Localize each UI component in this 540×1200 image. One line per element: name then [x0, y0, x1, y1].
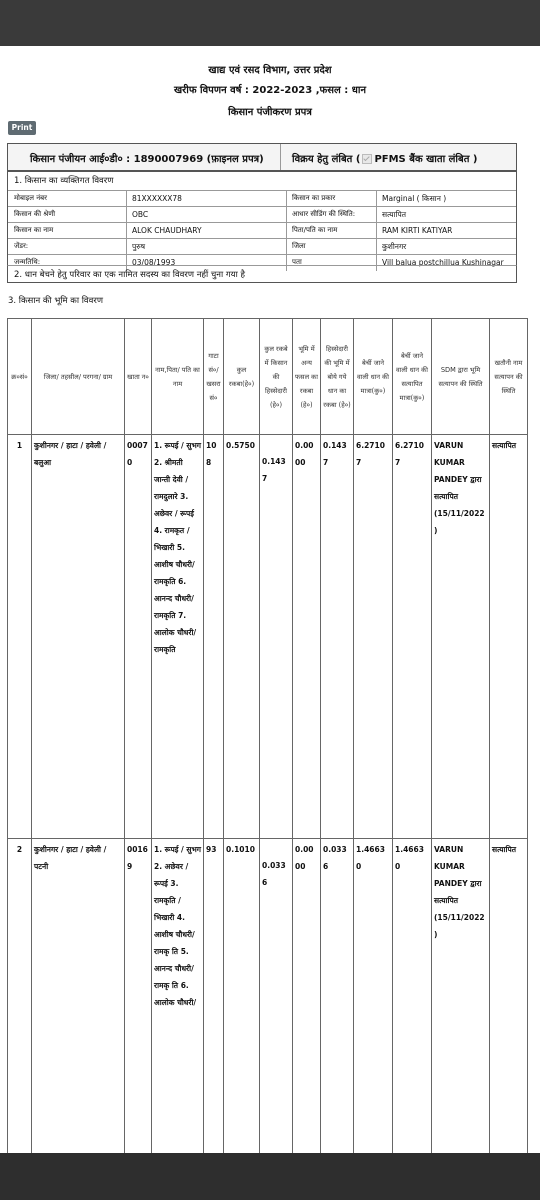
cell-total-area: 0.5750: [224, 435, 260, 839]
cell-other-crop: 0.0000: [293, 435, 321, 839]
cell-location: कुशीनगर / हाटा / हवेली / पटनी: [32, 839, 125, 1154]
detail-value: Vill balua postchillua Kushinagar: [382, 258, 504, 267]
form-title: किसान पंजीकरण प्रपत्र: [228, 107, 312, 118]
personal-detail-row: [8, 238, 516, 254]
table-row: [8, 435, 528, 839]
cell-gata: 108: [204, 435, 224, 839]
column-header: कुल रकबा(हे०): [224, 319, 260, 435]
detail-value: ALOK CHAUDHARY: [132, 226, 202, 235]
column-header: खाता न०: [125, 319, 152, 435]
cell-paddy-area: 0.1437: [321, 435, 354, 839]
detail-value: 81XXXXXX78: [132, 194, 182, 203]
cell-names: 1. रूपई / सुभग 2. अछेवर / रूपई 3. रामकृति / भिखारी 4. आशीष चौधरी/ रामकृ ति 5. आनन्द चौधरी/ रामकृ ति 6. आलोक चौधरी/: [152, 839, 204, 1154]
detail-value: OBC: [132, 210, 149, 219]
column-header: गाटा सं०/ खसरा सं०: [204, 319, 224, 435]
cell-names: 1. रूपई / सुभग 2. श्रीमती जान्ती देवी /रामदुलारे 3. अछेवर / रूपई 4. रामकृत / भिखारी 5. आशीष चौधरी/ रामकृति 6. आनन्द चौधरी/ रामकृति 7. आलोक चौधरी/ रामकृति: [152, 435, 204, 839]
cell-khatauni-status: सत्यापित: [490, 839, 528, 1154]
cell-sno: 1: [8, 435, 32, 839]
cell-other-crop: 0.0000: [293, 839, 321, 1154]
sale-status: [292, 151, 477, 165]
navigation-bar: [0, 1153, 540, 1200]
cell-gata: 93: [204, 839, 224, 1154]
cell-verified-qty: 6.27107: [393, 435, 432, 839]
season-title: खरीफ विपणन वर्ष : 2022-2023 ,फसल : धान: [173, 85, 367, 96]
status-bar: [0, 0, 540, 46]
column-header: हिस्सेदारी की भूमि में बोये गये धान का रकबा (हे०): [321, 319, 354, 435]
column-header: खतौनी नाम सत्यापन की स्थिति: [490, 319, 528, 435]
column-header: जिला/ तहसील/ परगना/ ग्राम: [32, 319, 125, 435]
cell-khata: 00169: [125, 839, 152, 1154]
cell-share: 0.0336: [260, 839, 293, 1154]
department-title: खाद्य एवं रसद विभाग, उत्तर प्रदेश: [208, 65, 332, 76]
detail-label: आधार सीडिंग की स्थिति:: [292, 210, 356, 218]
detail-label: किसान की श्रेणी: [14, 210, 56, 218]
detail-label: किसान का प्रकार: [292, 194, 336, 202]
column-header: नाम,पिता/ पति का नाम: [152, 319, 204, 435]
cell-sdm-status: VARUN KUMAR PANDEY द्वारा सत्यापित (15/11/2022): [432, 839, 490, 1154]
cell-khata: 00070: [125, 435, 152, 839]
column-header: क्र०सं०: [8, 319, 32, 435]
detail-label: जिला: [292, 242, 306, 250]
detail-label: पिता/पति का नाम: [292, 226, 338, 234]
personal-detail-row: [8, 206, 516, 222]
family-member-box: [7, 265, 517, 283]
column-header: भूमि में अन्य फसल का रकबा (हे०): [293, 319, 321, 435]
detail-value: कुशीनगर: [382, 242, 407, 251]
land-details-table: [7, 318, 528, 1153]
registration-id: किसान पंजीयन आई०डी० : 1890007969 (फ़ाइनल प्रपत्र): [30, 154, 264, 165]
pfms-label: PFMS बैंक खाता लंबित ): [374, 154, 478, 165]
cell-share: 0.1437: [260, 435, 293, 839]
section2-title: 2. धान बेचने हेतु परिवार का एक नामित सदस्य का विवरण नहीं चुना गया है: [14, 270, 246, 280]
detail-value: Marginal ( किसान ): [382, 194, 447, 203]
detail-label: पता: [292, 258, 302, 266]
detail-label: जन्मतिथि:: [14, 258, 41, 266]
checkbox-icon[interactable]: [362, 154, 372, 164]
cell-sdm-status: VARUN KUMAR PANDEY द्वारा सत्यापित (15/11/2022): [432, 435, 490, 839]
detail-value: सत्यापित: [382, 210, 407, 219]
detail-value: RAM KIRTI KATIYAR: [382, 226, 453, 235]
registration-box: [7, 143, 517, 171]
cell-paddy-area: 0.0336: [321, 839, 354, 1154]
cell-location: कुशीनगर / हाटा / हवेली / बलुआ: [32, 435, 125, 839]
cell-khatauni-status: सत्यापित: [490, 435, 528, 839]
cell-qty: 6.27107: [354, 435, 393, 839]
detail-label: किसान का नाम: [14, 226, 54, 234]
column-header: बेचीं जाने वाली धान की सत्यापित मात्रा(कु०): [393, 319, 432, 435]
section3-title: 3. किसान की भूमि का विवरण: [8, 296, 104, 306]
table-row: [8, 839, 528, 1154]
detail-label: मोबाइल नंबर: [14, 194, 47, 202]
detail-value: पुरुष: [132, 242, 146, 251]
cell-total-area: 0.1010: [224, 839, 260, 1154]
print-button[interactable]: Print: [8, 121, 36, 135]
cell-qty: 1.46630: [354, 839, 393, 1154]
column-header: बेचीं जाने वाली धान की मात्रा(कु०): [354, 319, 393, 435]
column-header: कुल रकबे में किसान की हिस्सेदारी (हे०): [260, 319, 293, 435]
section1-title: 1. किसान का व्यक्तिगत विवरण: [14, 176, 114, 186]
document-page: [0, 46, 540, 1153]
personal-detail-row: [8, 222, 516, 238]
cell-verified-qty: 1.46630: [393, 839, 432, 1154]
sale-pending-label: विक्रय हेतु लंबित (: [292, 154, 361, 165]
cell-sno: 2: [8, 839, 32, 1154]
column-header: SDM द्वारा भूमि सत्यापन की स्थिति: [432, 319, 490, 435]
personal-detail-row: [8, 190, 516, 206]
detail-label: जेंडर:: [14, 242, 29, 250]
detail-value: 03/08/1993: [132, 258, 176, 267]
